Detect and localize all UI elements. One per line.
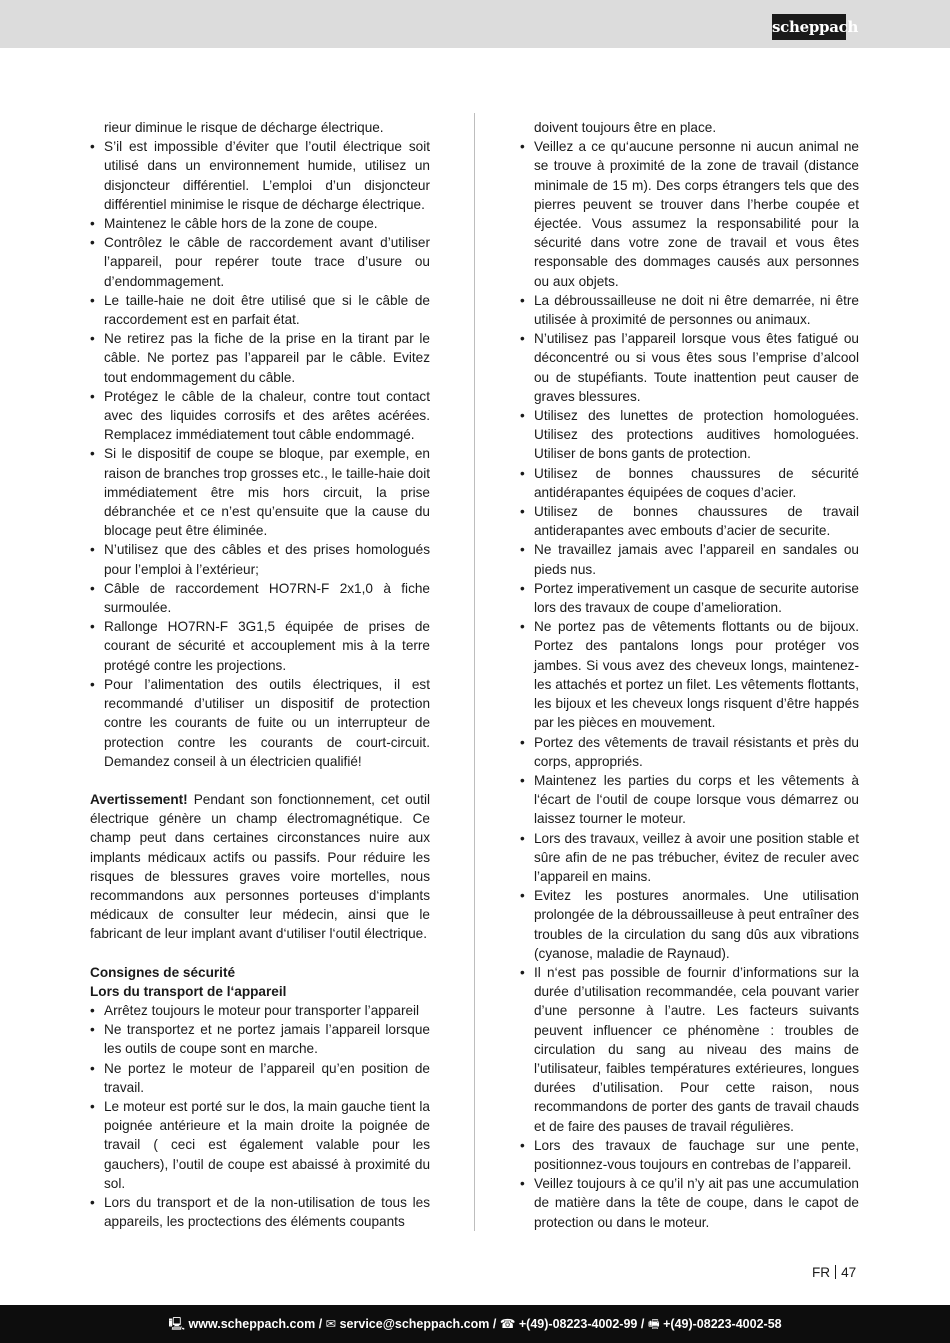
- list-item: • Evitez les postures anormales. Une utilisation prolongée de la débroussailleuse à peut entraîner des troubles de la circulation du sang dûs aux vibrations (cyanose, maladie de Raynaud).: [520, 886, 859, 963]
- list-item: • Portez des vêtements de travail résistants et près du corps, appropriés.: [520, 733, 859, 771]
- fax-number: +(49)-08223-4002-58: [663, 1317, 782, 1331]
- page-header-band: [0, 0, 950, 48]
- list-item: • Il n‘est pas possible de fournir d’informations sur la durée d’utilisation recommandée, cela pouvant varier d’une personne à l’autre. Les facteurs suivants peuvent influencer ce phénomène : troubles de circulation du sang au niveau des mains de l’utilisateur, faibles températures extérieures, longues durées d’utilisation. Pour cette raison, nous recommandons de porter des gants de travail chauds et de faire des pauses de travail régulières.: [520, 963, 859, 1136]
- list-item: • Utilisez des lunettes de protection homologuées. Utilisez des protections auditives homologuées. Utiliser de bons gants de protection.: [520, 406, 859, 464]
- list-item: • Protégez le câble de la chaleur, contre tout contact avec des liquides corrosifs et des arêtes acérées. Remplacez immédiatement tout câble endommagé.: [90, 387, 430, 445]
- warning-text: Pendant son fonctionnement, cet outil électrique génère un champ électromagnétique. Ce champ peut dans certaines circonstances nuire aux implants médicaux actifs ou passifs. Pour réduire les risques de blessures graves voire mortelles, nous recommandons aux personnes porteuses d‘implants médicaux de consulter leur médecin, ainsi que le fabricant de leur implant avant d‘utiliser l‘outil électrique.: [90, 791, 430, 942]
- section-title: Consignes de sécurité: [90, 964, 236, 980]
- list-item: • Pour l’alimentation des outils électriques, il est recommandé d’utiliser un dispositif de protection contre les courants de fuite ou un interrupteur de protection contre les courants de court-circuit. Demandez conseil à un électricien qualifié!: [90, 675, 430, 771]
- list-item: • Ne retirez pas la fiche de la prise en la tirant par le câble. Ne portez pas l’appareil par le câble. Evitez tout endommagement du câble.: [90, 329, 430, 387]
- list-item: • La débroussailleuse ne doit ni être demarrée, ni être utilisée à proximité de personnes ou animaux.: [520, 291, 859, 329]
- fax-icon: 🖷: [647, 1317, 660, 1331]
- list-item: • Le moteur est porté sur le dos, la main gauche tient la poignée antérieure et la main droite la poignée de travail ( ceci est également valable pour les gauchers), l’outil de coupe est abaissé à proximité du sol.: [90, 1097, 430, 1193]
- contact-footer: 🖳 www.scheppach.com / ✉ service@scheppach.com / ☎ +(49)-08223-4002-99 / 🖷 +(49)-08223-4002-58: [0, 1305, 950, 1343]
- section-subtitle: Lors du transport de l‘appareil: [90, 983, 287, 999]
- page-number-value: 47: [841, 1265, 857, 1280]
- list-item: • Veillez a ce qu‘aucune personne ni aucun animal ne se trouve à proximité de la zone de travail (distance minimale de 15 m). Des corps étrangers tels que des pierres peuvent se trouver dans l’herbe coupée et éjectée. Vous assumez la responsabilité pour la sécurité dans votre zone de travail et vous êtes responsable des dommages causés aux personnes ou aux objets.: [520, 137, 859, 291]
- list-item: • Contrôlez le câble de raccordement avant d’utiliser l’appareil, pour repérer toute trace d’usure ou d’endommagement.: [90, 233, 430, 291]
- list-item: • S’il est impossible d’éviter que l’outil électrique soit utilisé dans un environnement humide, utilisez un disjoncteur différentiel. L’emploi d’un disjoncteur différentiel minimise le risque de décharge électrique.: [90, 137, 430, 214]
- list-item: • Ne portez pas de vêtements flottants ou de bijoux. Portez des pantalons longs pour protéger vos jambes. Si vous avez des cheveux longs, maintenez-les attachés et portez un filet. Les vêtements flottants, les bijoux et les cheveux longs risquent d’être happés par les pièces en mouvement.: [520, 617, 859, 732]
- list-item: • Utilisez de bonnes chaussures de sécurité antidérapantes équipées de coques d’acier.: [520, 464, 859, 502]
- email-link[interactable]: service@scheppach.com: [339, 1317, 490, 1331]
- right-column: [520, 118, 859, 1232]
- warning-label: Avertissement!: [90, 791, 188, 807]
- list-item: • Rallonge HO7RN-F 3G1,5 équipée de prises de courant de sécurité et accouplement mis à la terre protégé contre les projections.: [90, 617, 430, 675]
- phone-icon: ☎: [499, 1317, 516, 1331]
- continuation-text: rieur diminue le risque de décharge électrique.: [104, 120, 384, 135]
- transport-safety-list: [90, 1001, 430, 1231]
- list-item: • Veillez toujours à ce qu’il n’y ait pas une accumulation de matière dans la tête de coupe, dans le capot de protection ou dans le moteur.: [520, 1174, 859, 1232]
- continuation-text: doivent toujours être en place.: [534, 120, 717, 135]
- list-item: • N’utilisez pas l’appareil lorsque vous êtes fatigué ou déconcentré ou si vous êtes sous l’emprise d’alcool ou de stupéfiants. Toute inattention peut causer de graves blessures.: [520, 329, 859, 406]
- list-item: • Ne transportez et ne portez jamais l’appareil lorsque les outils de coupe sont en marche.: [90, 1020, 430, 1058]
- warning-paragraph: [90, 790, 430, 944]
- website-link[interactable]: www.scheppach.com: [188, 1317, 316, 1331]
- page-language: FR: [812, 1265, 831, 1280]
- list-item: • Ne portez le moteur de l’appareil qu’en position de travail.: [90, 1059, 430, 1097]
- scheppach-logo: scheppach: [772, 14, 846, 40]
- left-column: [90, 118, 430, 1231]
- list-item: • Maintenez les parties du corps et les vêtements à l‘écart de l‘outil de coupe lorsque vous démarrez ou laissez tourner le moteur.: [520, 771, 859, 829]
- list-item: • Lors du transport et de la non-utilisation de tous les appareils, les proctections des éléments coupants: [90, 1193, 430, 1231]
- list-item: • Arrêtez toujours le moteur pour transporter l’appareil: [90, 1001, 430, 1020]
- mail-icon: ✉: [325, 1317, 337, 1331]
- list-item: • Maintenez le câble hors de la zone de coupe.: [90, 214, 430, 233]
- computer-icon: 🖳: [168, 1317, 186, 1331]
- column-divider: [474, 113, 475, 1231]
- list-item: • Lors des travaux, veillez à avoir une position stable et sûre afin de ne pas trébucher, évitez de reculer avec l’appareil en mains.: [520, 829, 859, 887]
- operating-safety-list: [520, 137, 859, 1232]
- list-item: • Câble de raccordement HO7RN-F 2x1,0 à fiche surmoulée.: [90, 579, 430, 617]
- list-item: • Le taille-haie ne doit être utilisé que si le câble de raccordement est en parfait état.: [90, 291, 430, 329]
- list-item: • Lors des travaux de fauchage sur une pente, positionnez-vous toujours en contrebas de l’appareil.: [520, 1136, 859, 1174]
- electrical-safety-list: [90, 137, 430, 771]
- list-item: • Ne travaillez jamais avec l’appareil en sandales ou pieds nus.: [520, 540, 859, 578]
- list-item: • N’utilisez que des câbles et des prises homologués pour l’emploi à l’extérieur;: [90, 540, 430, 578]
- list-item: • Portez imperativement un casque de securite autorise lors des travaux de coupe d’amelioration.: [520, 579, 859, 617]
- list-item: • Utilisez de bonnes chaussures de travail antiderapantes avec embouts d’acier de securite.: [520, 502, 859, 540]
- phone-number: +(49)-08223-4002-99: [518, 1317, 638, 1331]
- list-item: • Si le dispositif de coupe se bloque, par exemple, en raison de branches trop grosses etc., le taille-haie doit immédiatement être mis hors circuit, la prise débranchée et ce n’est qu’ensuite que la cause du blocage peut être éliminée.: [90, 444, 430, 540]
- page-number-separator: [835, 1265, 836, 1279]
- page-number: [812, 1265, 856, 1280]
